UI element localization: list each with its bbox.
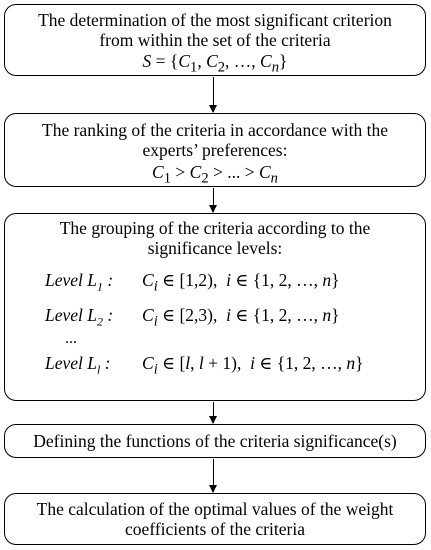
step-box-calculation — [4, 493, 426, 545]
arrow-4-5 — [213, 459, 214, 492]
level-row-l — [5, 353, 425, 378]
level-label-1: Level $L_1$ : — [45, 270, 114, 294]
step-1-formula: $S = \{C_1$, $C_2$, …, $C_n$} — [142, 51, 288, 76]
level-row-2 — [5, 305, 425, 330]
level-label-2: Level $L_2$ : — [45, 305, 114, 329]
level-expr-l: $C_i$ ∈ [l, l + 1), i ∈ {1, 2, …, n} — [142, 353, 364, 378]
step-1-line-2: from within the set of the criteria — [99, 30, 331, 50]
step-2-formula: $C_1 > C_2$ > ... > $C_n$ — [152, 162, 278, 187]
arrow-1-2 — [213, 77, 214, 112]
step-2-line-2: experts’ preferences: — [142, 140, 288, 160]
level-expr-1: $C_i$ ∈ [1,2), i ∈ {1, 2, …, n} — [142, 270, 340, 295]
level-expr-2: $C_i$ ∈ [2,3), i ∈ {1, 2, …, n} — [142, 305, 340, 330]
step-2-line-1: The ranking of the criteria in accordance with the — [42, 120, 388, 140]
step-box-ranking — [4, 113, 426, 187]
step-5-line-1: The calculation of the optimal values of the weight — [36, 499, 394, 519]
step-box-functions — [4, 424, 426, 458]
level-label-l: Level $L_l$ : — [45, 353, 111, 377]
step-3-line-2: significance levels: — [147, 238, 283, 258]
arrow-2-3 — [213, 188, 214, 212]
step-box-most-significant — [4, 4, 426, 76]
step-5-line-2: coefficients of the criteria — [125, 519, 305, 539]
step-1-line-1: The determination of the most significant criterion — [38, 10, 392, 30]
level-ellipsis: ... — [65, 330, 77, 347]
step-4-line-1: Defining the functions of the criteria significance(s) — [33, 431, 397, 451]
step-3-line-1: The grouping of the criteria according to the — [59, 218, 371, 238]
level-row-1 — [5, 270, 425, 295]
step-box-grouping — [4, 213, 426, 401]
arrow-3-4 — [213, 402, 214, 423]
